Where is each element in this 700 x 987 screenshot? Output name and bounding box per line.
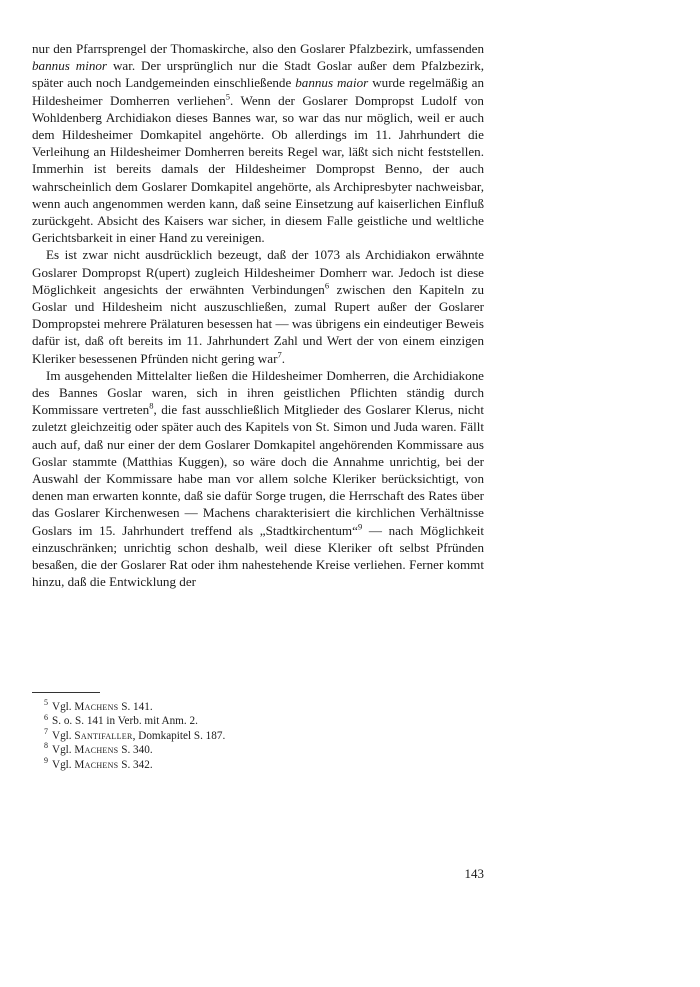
footnote-number: 8	[44, 741, 48, 751]
author-name: Machens	[74, 758, 119, 771]
footnote: $^8$ Vgl. Machens S. 340.	[44, 741, 153, 757]
author-name: Machens	[74, 744, 119, 757]
footnote-ref[interactable]: 9	[357, 521, 363, 532]
footnote-number: 5	[44, 698, 48, 708]
footnote: $^5$ Vgl. Machens S. 141.	[44, 698, 153, 713]
footnote-ref[interactable]: 6	[324, 280, 330, 291]
footnote-ref[interactable]: 7	[277, 349, 282, 360]
body-text	[32, 40, 484, 591]
footnotes	[44, 700, 464, 772]
paragraph-2: Es ist zwar nicht ausdrücklich bezeugt, daß der 1073 als Archidiakon erwähnte Goslarer Dompropst R(upert) zugleich Hildesheimer Domherr war. Jedoch ist diese Möglichkeit angesichts der erwähnten Verbindungen$^6$ zwischen den Kapiteln zu Goslar und Hildesheim nicht auszuschließen, zumal Rupert außer der Goslarer Dompropstei mehrere Prälaturen besessen hat — was übrigens ein eindeutiger Beweis dafür ist, daß oft bereits im 11. Jahrhundert Zahl und Wert der von einem einzigen Kleriker besessenen Pfründen nicht gering war$^7$.	[32, 247, 484, 366]
author-name: Machens	[74, 701, 119, 713]
paragraph-3: Im ausgehenden Mittelalter ließen die Hildesheimer Domherren, die Archidiakone des Bannes Goslar waren, sich in ihren geistlichen Pflichten ständig durch Kommissare vertreten$^8$, die fast ausschließlich Mitglieder des Goslarer Klerus, nicht zuletzt gleichzeitig oder später auch des Kapitels von St. Simon und Juda waren. Fällt auch auf, daß nur einer der dem Goslarer Domkapitel angehörenden Kommissare aus Goslar stammte (Matthias Kuggen), so wäre doch die Annahme unrichtig, bei der Auswahl der Kommissare habe man vor allem solche Kleriker berücksichtigt, von denen man erwarten konnte, daß sie dafür Sorge trugen, die Herrschaft des Rates über das Goslarer Kirchenwesen — Machens charakterisiert die kirchlichen Verhältnisse Goslars im 15. Jahrhundert treffend als „Stadtkirchentum“$^9$ — nach Möglichkeit einzuschränken; unrichtig schon deshalb, weil diese Kleriker oft selbst Pfründen besaßen, die der Goslarer Rat oder ihm nahestehende Kreise verliehen. Ferner kommt hinzu, daß die Entwicklung der	[32, 367, 485, 590]
latin-term: bannus minor	[32, 58, 108, 74]
footnote-divider	[32, 692, 100, 693]
footnote: $^6$ S. o. S. 141 in Verb. mit Anm. 2.	[44, 712, 198, 728]
author-name: Santifaller	[74, 729, 133, 742]
footnote: $^7$ Vgl. Santifaller, Domkapitel S. 187.	[44, 727, 226, 742]
footnote-ref[interactable]: 5	[225, 91, 231, 102]
footnote: $^9$ Vgl. Machens S. 342.	[44, 755, 153, 771]
page-number: 143	[464, 866, 484, 881]
paragraph-1: nur den Pfarrsprengel der Thomaskirche, also den Goslarer Pfalzbezirk, umfassenden bannus minor war. Der ursprünglich nur die Stadt Goslar außer dem Pfalzbezirk, später auch noch Landgemeinden einschließende bannus maior wurde regelmäßig an Hildesheimer Domherren verliehen$^5$. Wenn der Goslarer Dompropst Ludolf von Wohldenberg Archidiakon dieses Bannes war, so war das nur möglich, weil er auch dem Hildesheimer Domkapitel angehörte. Ob allerdings im 11. Jahrhundert die Verleihung an Hildesheimer Domherren bereits Regel war, läßt sich nicht feststellen. Immerhin ist bereits damals der Hildesheimer Dompropst Benno, der auch wahrscheinlich dem Goslarer Domkapitel angehörte, als Archipresbyter nachweisbar, wenn auch angenommen werden kann, daß seine Einsetzung auf kaiserlichen Einfluß zurückgeht. Absicht des Kaisers war sicher, in diesem Falle geistliche und weltliche Gerichtsbarkeit in einer Hand zu vereinigen.	[32, 41, 485, 246]
footnote-number: 6	[44, 712, 48, 722]
footnote-ref[interactable]: 8	[149, 400, 154, 411]
footnote-number: 7	[44, 727, 48, 737]
latin-term: bannus maior	[295, 75, 369, 91]
footnote-number: 9	[44, 755, 48, 765]
